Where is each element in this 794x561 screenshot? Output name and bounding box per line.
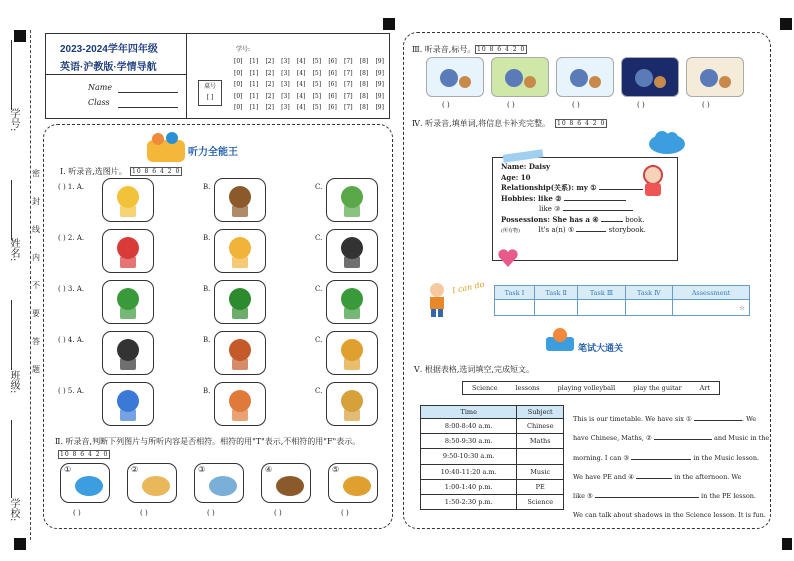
option-b-label: B. (203, 234, 211, 242)
option-c-label: C. (315, 285, 323, 293)
subject-cell: Maths (517, 434, 564, 449)
girl-picture (638, 163, 668, 197)
task-header: Task Ⅱ (534, 286, 578, 300)
digit-option[interactable]: [8] (359, 104, 369, 111)
teddy-bear-picture[interactable] (214, 178, 266, 222)
listening-logo (146, 130, 186, 164)
task-header: Assessment (673, 286, 750, 300)
digit-option[interactable]: [2] (265, 92, 274, 100)
time-cell: 8:00-8:40 a.m. (421, 419, 517, 434)
subject-cell: PE (517, 479, 564, 494)
digit-option[interactable]: [2] (265, 58, 274, 65)
number-label: 学号: (8, 108, 19, 132)
section3-title: Ⅲ. 听录音,标号。 (412, 45, 476, 54)
digit-option[interactable]: [0] (234, 81, 243, 88)
time-cell: 1:00-1:40 p.m. (421, 479, 517, 494)
time-cell: 9:50-10:30 a.m. (421, 449, 517, 464)
tree-picture[interactable] (326, 280, 378, 324)
word-option: Art (699, 384, 711, 392)
digit-option[interactable]: [1] (249, 69, 259, 77)
answer-bracket[interactable]: ( ) (140, 509, 148, 517)
digit-option[interactable]: [2] (265, 104, 274, 111)
digit-option[interactable]: [7] (344, 58, 353, 65)
picture-number: ③ (198, 465, 206, 474)
digit-option[interactable]: [4] (296, 69, 306, 77)
cartoon-picture[interactable] (556, 57, 614, 97)
header-box (45, 33, 390, 119)
binding-margin (0, 0, 40, 561)
answer-bracket[interactable]: ( ) (702, 101, 710, 109)
answer-bracket[interactable]: ( ) (73, 509, 81, 517)
passage: This is our timetable. We have six ① . We have Chinese, Maths, ② and Music in the morning. I can ③ in the Music lesson. We have PE and ④ in the afternoon. We like ⑤ in the PE lesson. We can talk about shadows in the Science lesson. It is fun. (573, 415, 770, 520)
sealed-line-warning: 密 封 线 内 不 要 答 题 (32, 169, 40, 374)
time-cell: 1:50-2:30 p.m. (421, 494, 517, 509)
option-c-label: C. (315, 183, 323, 191)
digit-option[interactable]: [3] (281, 104, 290, 111)
digit-option[interactable]: [8] (359, 81, 369, 88)
picture-number: ⑤ (332, 465, 340, 474)
digit-option[interactable]: [6] (328, 92, 337, 100)
answer-bracket[interactable]: ( ) (207, 509, 215, 517)
corner-mark (782, 538, 792, 550)
digit-option[interactable]: [4] (296, 58, 306, 65)
word-bank (462, 381, 720, 395)
task-header: Task Ⅳ (625, 286, 673, 300)
digit-option[interactable]: [4] (296, 81, 306, 88)
subject-cell (517, 449, 564, 464)
cloud-decoration (648, 130, 686, 154)
name-label: 姓名: (8, 238, 19, 262)
task-table (494, 285, 750, 316)
cartoon-picture[interactable] (686, 57, 744, 97)
children-picture[interactable] (102, 382, 154, 426)
task-header: Task Ⅲ (578, 286, 625, 300)
section4-title: Ⅳ. 听录音,填单词,将信息卡补充完整。 (412, 119, 551, 128)
time-cell: 10:40-11:20 a.m. (421, 464, 517, 479)
option-c-label: C. (315, 387, 323, 395)
question-number: ( ) 1. A. (58, 183, 85, 191)
table-row (421, 434, 564, 449)
corner-mark (780, 18, 792, 30)
digit-option[interactable]: [8] (359, 69, 369, 77)
score-rule: 10 8 6 4 2 0 (557, 120, 606, 127)
class-label: 班级: (8, 370, 19, 394)
year-title: 2023-2024学年四年级 (60, 44, 158, 55)
ican-label: I can do (451, 279, 486, 296)
digit-option[interactable]: [0] (234, 69, 243, 77)
table-row (421, 464, 564, 479)
seat-box: 桌号 [ ] (198, 80, 222, 106)
table-row (421, 449, 564, 464)
violin-picture[interactable] (214, 331, 266, 375)
info-card: Name: Daisy Age: 10 Relationship(关系): my ① Hobbies: like ② like ③ Possessions: She has a ④ book. (所有物) It's a(n) ⑤ storybook. (492, 157, 678, 261)
juice-picture[interactable] (214, 229, 266, 273)
digit-row (234, 68, 384, 80)
digit-option[interactable]: [1] (249, 104, 259, 111)
judge-picture[interactable] (127, 463, 177, 503)
digit-row (234, 56, 384, 68)
digit-option[interactable]: [6] (328, 69, 337, 77)
timetable-header: Subject (517, 406, 564, 419)
student-number-grid[interactable] (234, 56, 384, 114)
cola-picture[interactable] (102, 229, 154, 273)
digit-option[interactable]: [9] (375, 58, 384, 65)
picture-number: ① (64, 465, 72, 474)
volleyball-picture[interactable] (326, 382, 378, 426)
question-number: ( ) 3. A. (58, 285, 85, 293)
digit-option[interactable]: [7] (344, 69, 353, 77)
digit-option[interactable]: [9] (375, 104, 384, 111)
digit-option[interactable]: [9] (375, 69, 384, 77)
word-option: play the guitar (633, 384, 682, 392)
digit-option[interactable]: [3] (281, 58, 290, 65)
digit-option[interactable]: [8] (359, 92, 369, 100)
option-c-label: C. (315, 336, 323, 344)
digit-option[interactable]: [1] (249, 92, 259, 100)
judge-picture[interactable] (261, 463, 311, 503)
xuehao-label: 学号: (236, 46, 251, 53)
option-b-label: B. (203, 285, 211, 293)
table-row (421, 419, 564, 434)
cartoon-picture[interactable] (491, 57, 549, 97)
task-cell[interactable] (625, 300, 673, 316)
judge-picture[interactable] (60, 463, 110, 503)
digit-option[interactable]: [9] (375, 81, 384, 88)
digit-row (234, 102, 384, 114)
digit-option[interactable]: [7] (344, 92, 353, 100)
subject-cell: Science (517, 494, 564, 509)
name-field[interactable] (118, 92, 178, 93)
digit-option[interactable]: [6] (328, 104, 337, 111)
digit-option[interactable]: [0] (234, 58, 243, 65)
corner-mark (383, 18, 395, 30)
digit-option[interactable]: [7] (344, 81, 353, 88)
task-cell[interactable] (534, 300, 578, 316)
listening-title: 听力全能王 (188, 147, 238, 158)
subject-title: 英语·沪教版·学情导航 (60, 62, 157, 73)
digit-option[interactable]: [1] (249, 58, 259, 65)
class-label: Class (88, 98, 110, 107)
task-header: Task Ⅰ (495, 286, 535, 300)
answer-bracket[interactable]: ( ) (637, 101, 645, 109)
time-cell: 8:50-9:30 a.m. (421, 434, 517, 449)
children-picture[interactable] (214, 382, 266, 426)
digit-option[interactable]: [6] (328, 81, 337, 88)
section5-title: Ⅴ. 根据表格,选词填空,完成短文。 (414, 365, 534, 374)
question-number: ( ) 2. A. (58, 234, 85, 242)
digit-option[interactable]: [9] (375, 92, 384, 100)
digit-option[interactable]: [2] (265, 81, 274, 88)
option-b-label: B. (203, 183, 211, 191)
digit-option[interactable]: [4] (296, 92, 306, 100)
section2-title: Ⅱ. 听录音,判断下列图片与所听内容是否相符。相符的用"T"表示,不相符的用"F"表示。 (55, 437, 361, 446)
score-rule: 10 8 6 4 2 0 (60, 451, 109, 458)
answer-bracket[interactable]: ( ) (442, 101, 450, 109)
digit-option[interactable]: [7] (344, 104, 353, 111)
digit-option[interactable]: [0] (234, 92, 243, 100)
digit-option[interactable]: [3] (281, 81, 290, 88)
answer-bracket[interactable]: ( ) (572, 101, 580, 109)
digit-option[interactable]: [6] (328, 58, 337, 65)
digit-option[interactable]: [3] (281, 92, 290, 100)
subject-cell: Music (517, 464, 564, 479)
digit-option[interactable]: [5] (312, 58, 322, 65)
word-option: lessons (515, 384, 540, 392)
task-cell[interactable] (673, 300, 750, 316)
pencil-picture[interactable] (102, 178, 154, 222)
word-option: Science (471, 384, 498, 392)
score-rule: 10 8 6 4 2 0 (132, 168, 181, 175)
question-number: ( ) 4. A. (58, 336, 85, 344)
digit-option[interactable]: [1] (249, 81, 259, 88)
class-field[interactable] (118, 107, 178, 108)
piano-picture[interactable] (102, 331, 154, 375)
book-picture[interactable] (326, 178, 378, 222)
written-logo (545, 327, 575, 353)
answer-bracket[interactable]: ( ) (507, 101, 515, 109)
star-icon: ☆ (739, 303, 745, 312)
digit-option[interactable]: [0] (234, 104, 243, 111)
subject-cell: Chinese (517, 419, 564, 434)
word-option: playing volleyball (557, 384, 616, 392)
boy-picture (425, 282, 449, 318)
timetable (420, 405, 564, 510)
table-row (421, 479, 564, 494)
teapot-picture[interactable] (326, 229, 378, 273)
digit-row (234, 79, 384, 91)
score-rule: 10 8 6 4 2 0 (477, 46, 526, 53)
digit-row (234, 91, 384, 103)
picture-number: ④ (265, 465, 273, 474)
option-b-label: B. (203, 387, 211, 395)
option-b-label: B. (203, 336, 211, 344)
digit-option[interactable]: [8] (359, 58, 369, 65)
written-title: 笔试大通关 (578, 343, 624, 353)
option-c-label: C. (315, 234, 323, 242)
table-row (421, 494, 564, 509)
name-label: Name (88, 83, 113, 92)
school-label: 学校: (8, 498, 19, 522)
tree-picture[interactable] (102, 280, 154, 324)
answer-bracket[interactable]: ( ) (274, 509, 282, 517)
picture-number: ② (131, 465, 139, 474)
tree-picture[interactable] (214, 280, 266, 324)
digit-option[interactable]: [4] (296, 104, 306, 111)
task-cell[interactable] (495, 300, 535, 316)
answer-bracket[interactable]: ( ) (341, 509, 349, 517)
cartoon-picture[interactable] (621, 57, 679, 97)
digit-option[interactable]: [2] (265, 69, 274, 77)
guitar-picture[interactable] (326, 331, 378, 375)
heart-decoration (497, 247, 519, 269)
digit-option[interactable]: [5] (312, 69, 322, 77)
task-cell[interactable] (578, 300, 625, 316)
judge-picture[interactable] (328, 463, 378, 503)
digit-option[interactable]: [3] (281, 69, 290, 77)
cartoon-picture[interactable] (426, 57, 484, 97)
judge-picture[interactable] (194, 463, 244, 503)
section1-title: Ⅰ. 听录音,选图片。 (60, 167, 127, 176)
digit-option[interactable]: [5] (312, 92, 322, 100)
digit-option[interactable]: [5] (312, 81, 322, 88)
digit-option[interactable]: [5] (312, 104, 322, 111)
timetable-header: Time (421, 406, 517, 419)
question-number: ( ) 5. A. (58, 387, 85, 395)
